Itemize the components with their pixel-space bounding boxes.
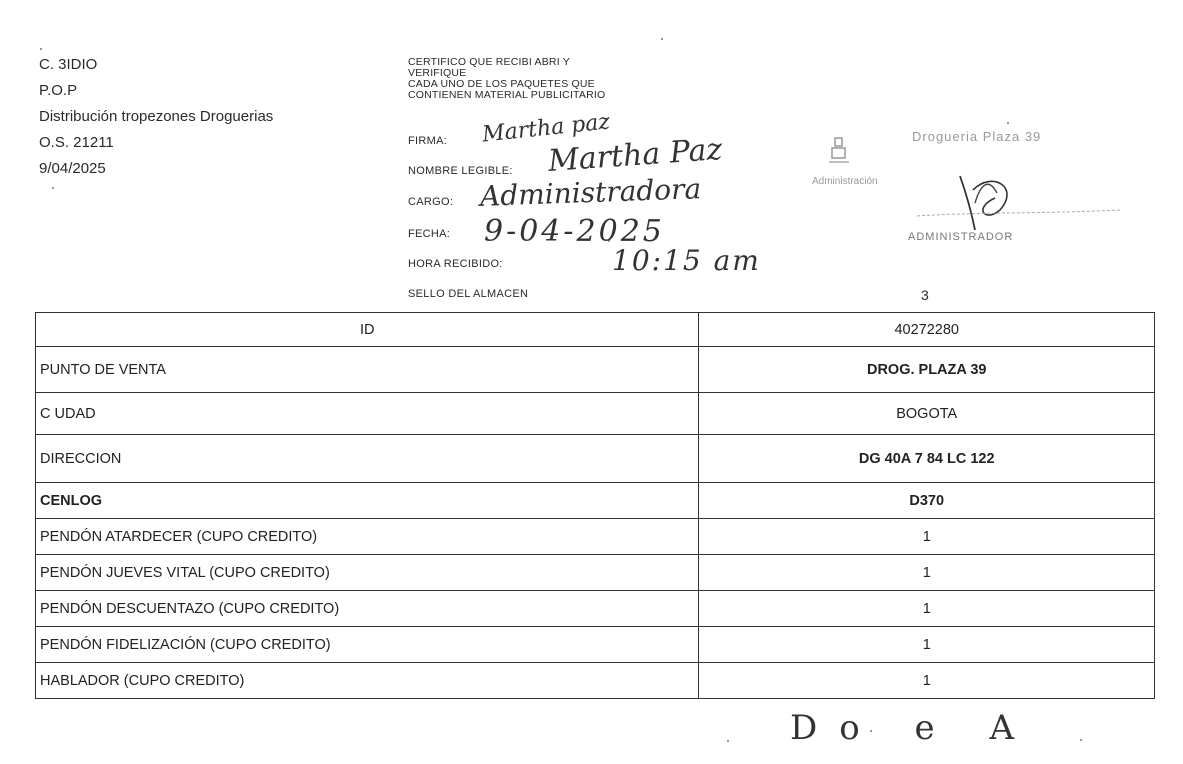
handwritten-position: Administradora [479, 172, 702, 213]
handwritten-name: Martha Paz [546, 131, 724, 180]
table-label: PENDÓN ATARDECER (CUPO CREDITO) [36, 519, 699, 555]
page-number: 3 [921, 287, 929, 303]
stamp-seal-icon [826, 136, 852, 174]
delivery-table [35, 312, 1155, 699]
table-label: ID [36, 313, 699, 347]
table-row [36, 393, 1155, 435]
table-label: PENDÓN JUEVES VITAL (CUPO CREDITO) [36, 555, 699, 591]
scan-speck [52, 187, 54, 189]
header-line-distribution: Distribución tropezones Droguerias [39, 108, 274, 125]
table-row [36, 519, 1155, 555]
table-label: CENLOG [36, 483, 699, 519]
stamp-role: ADMINISTRADOR [908, 231, 1014, 243]
label-sello: SELLO DEL ALMACEN [408, 288, 529, 300]
label-firma: FIRMA: [408, 135, 448, 147]
scan-speck [1007, 122, 1009, 124]
header-line-order: O.S. 21211 [39, 134, 114, 151]
table-value: 1 [699, 663, 1155, 699]
table-row [36, 663, 1155, 699]
table-row [36, 347, 1155, 393]
header-line-date: 9/04/2025 [39, 160, 106, 177]
header-line-company: C. 3IDIO [39, 56, 98, 73]
table-label: C UDAD [36, 393, 699, 435]
certificate-line: VERIFIQUE [408, 67, 467, 79]
footer-handwriting: Do e A [790, 708, 1037, 748]
stamp-title: Drogueria Plaza 39 [912, 129, 1042, 144]
table-label: PENDÓN FIDELIZACIÓN (CUPO CREDITO) [36, 627, 699, 663]
table-row [36, 627, 1155, 663]
scan-speck [1080, 739, 1082, 741]
table-value: BOGOTA [699, 393, 1155, 435]
stamp-signature-scribble-icon [915, 148, 1125, 240]
table-value: 1 [699, 519, 1155, 555]
label-cargo: CARGO: [408, 196, 454, 208]
label-nombre: NOMBRE LEGIBLE: [408, 165, 513, 177]
table-value: 1 [699, 555, 1155, 591]
table-label: PUNTO DE VENTA [36, 347, 699, 393]
certificate-text [408, 57, 605, 101]
table-value: 1 [699, 591, 1155, 627]
scan-speck [40, 48, 42, 50]
certificate-line: CERTIFICO QUE RECIBI ABRI Y [408, 56, 570, 68]
table-row [36, 435, 1155, 483]
table-row [36, 555, 1155, 591]
handwritten-date: 9-04-2025 [484, 214, 665, 249]
handwritten-signature: Martha paz [481, 109, 612, 148]
label-fecha: FECHA: [408, 228, 451, 240]
table-value: D370 [699, 483, 1155, 519]
document-header-info [39, 52, 273, 182]
table-row [36, 591, 1155, 627]
table-value: DROG. PLAZA 39 [699, 347, 1155, 393]
header-line-pop: P.O.P [39, 82, 78, 99]
table-label: DIRECCION [36, 435, 699, 483]
certificate-line: CADA UNO DE LOS PAQUETES QUE [408, 78, 595, 90]
table-label: HABLADOR (CUPO CREDITO) [36, 663, 699, 699]
handwritten-time: 10:15 am [612, 244, 761, 277]
scan-speck [727, 740, 729, 742]
stamp-subtitle: Administración [812, 176, 878, 187]
table-row [36, 313, 1155, 347]
table-value: DG 40A 7 84 LC 122 [699, 435, 1155, 483]
table-value: 40272280 [699, 313, 1155, 347]
scan-speck [661, 38, 663, 40]
table-label: PENDÓN DESCUENTAZO (CUPO CREDITO) [36, 591, 699, 627]
table-value: 1 [699, 627, 1155, 663]
table-row [36, 483, 1155, 519]
certificate-line: CONTIENEN MATERIAL PUBLICITARIO [408, 89, 606, 101]
label-hora: HORA RECIBIDO: [408, 258, 503, 270]
